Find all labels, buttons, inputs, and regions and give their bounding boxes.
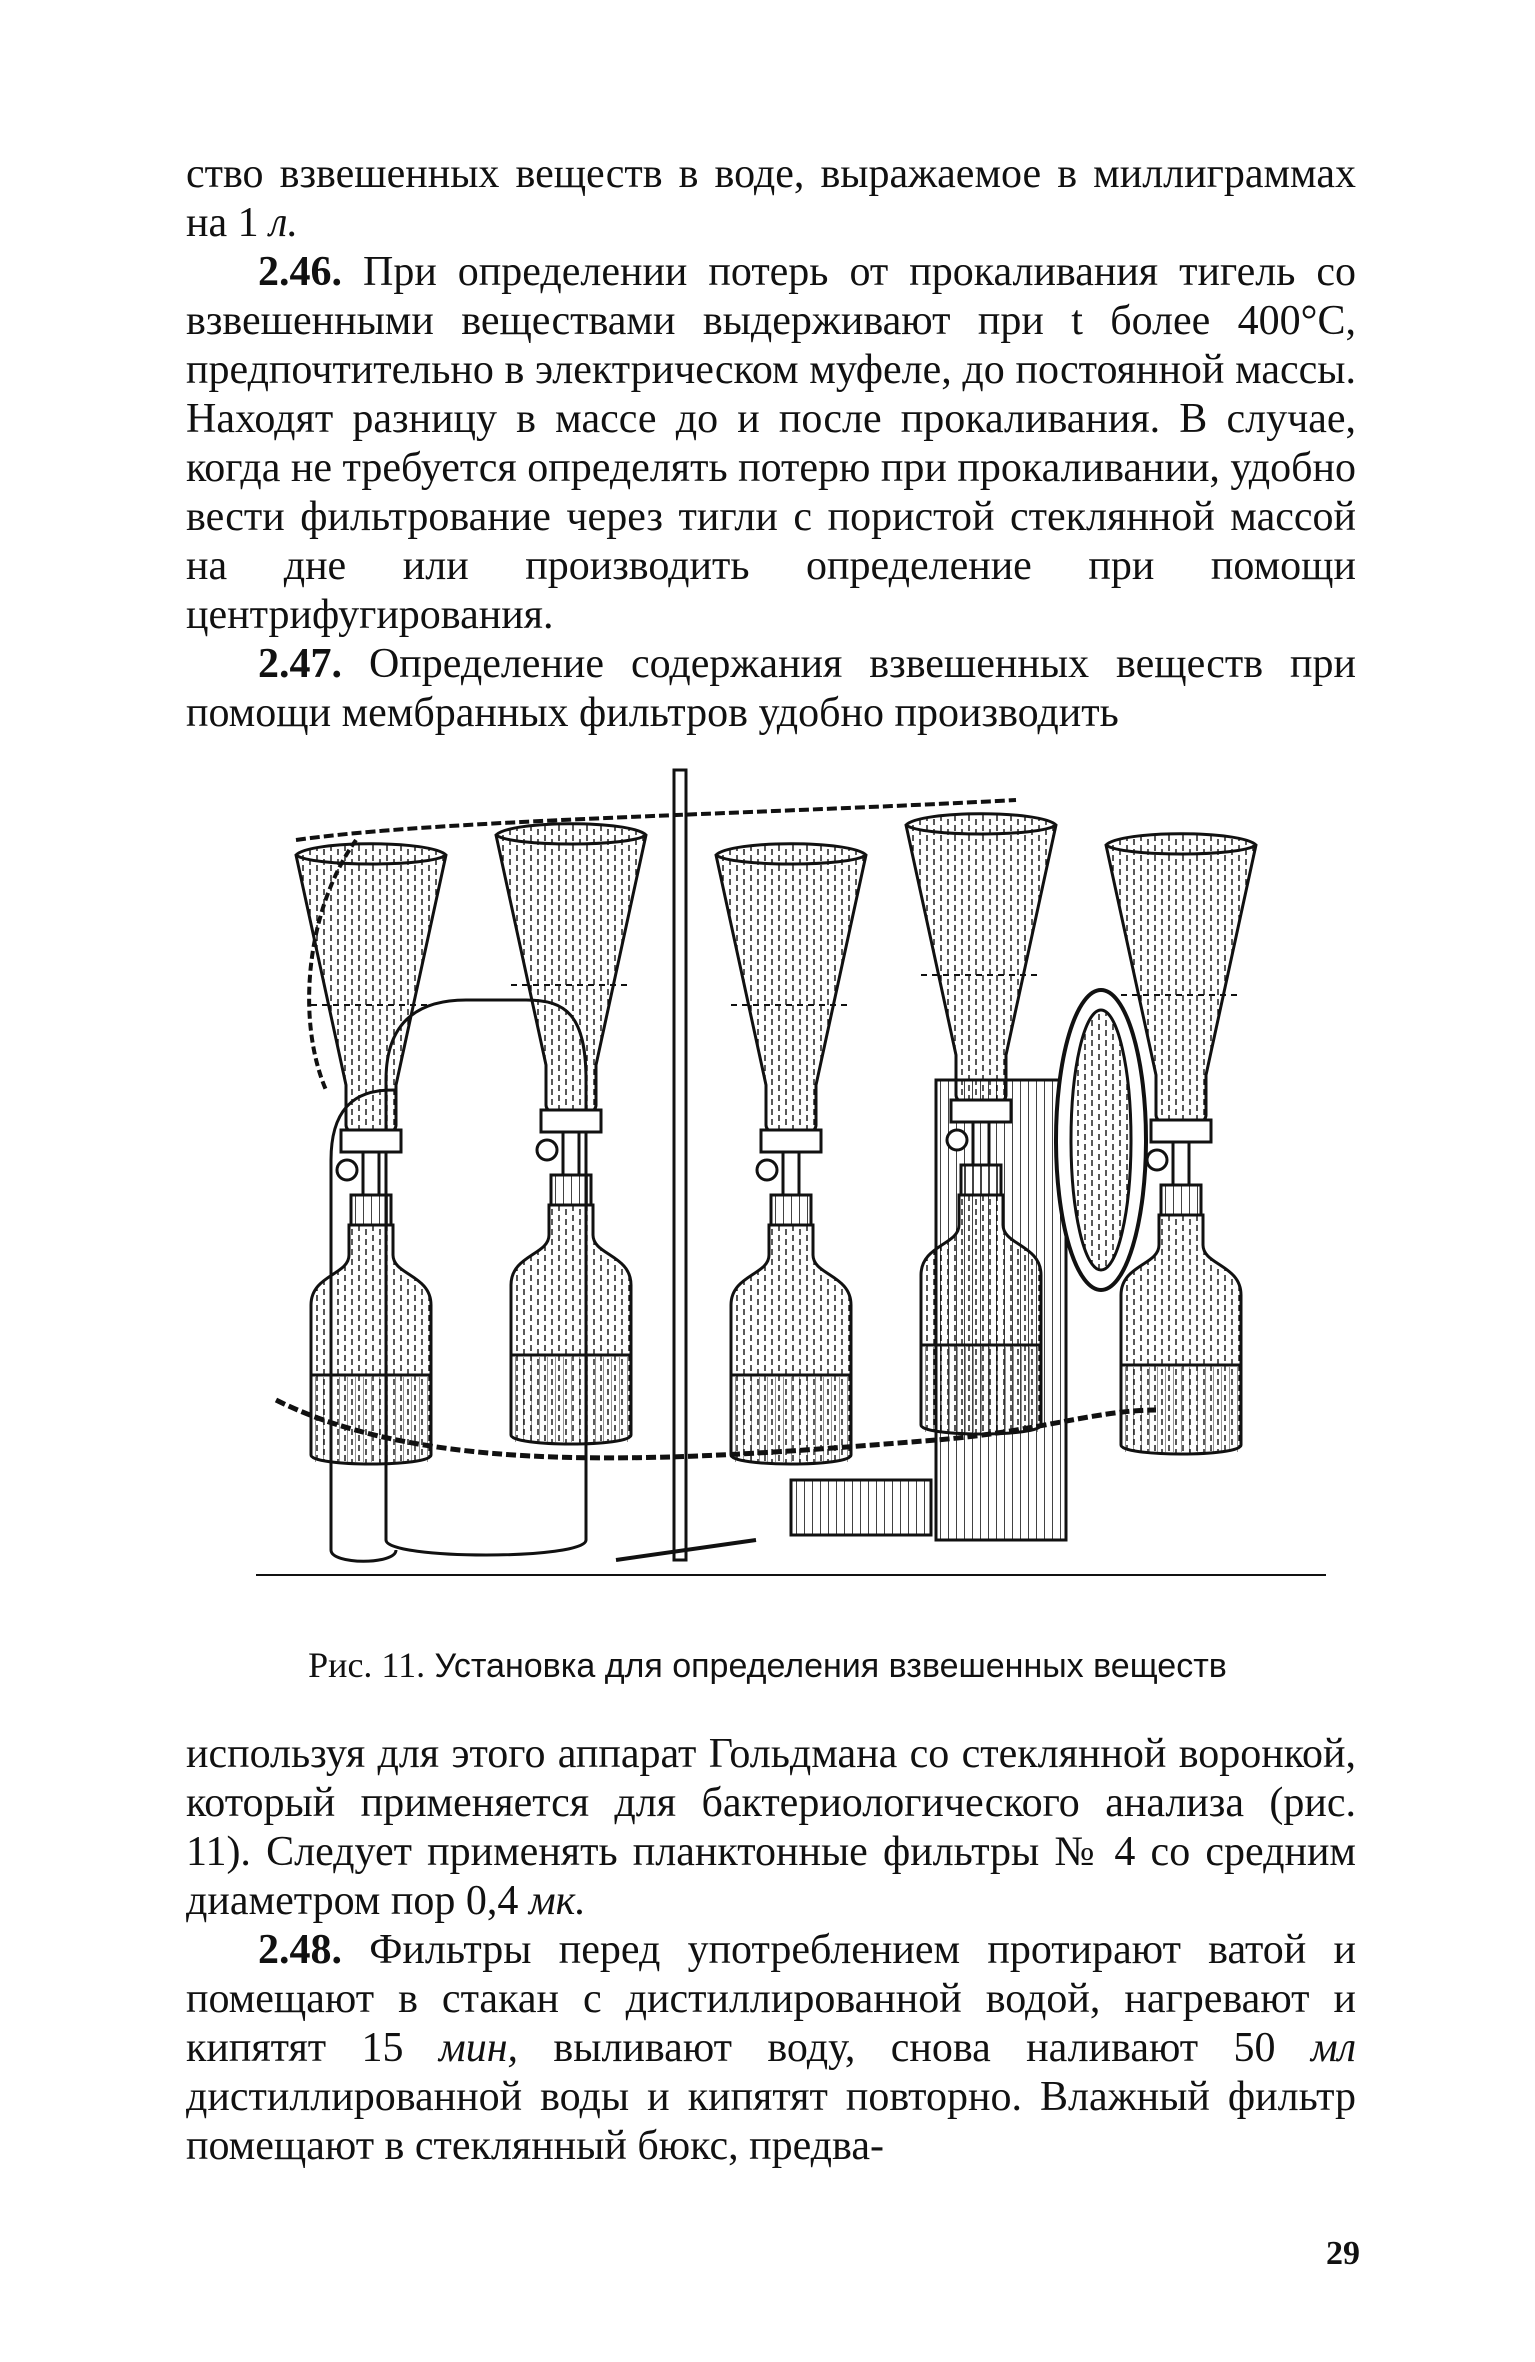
filter-unit — [496, 824, 646, 1444]
text-block-top — [186, 150, 1356, 738]
figure-filtration-apparatus — [236, 760, 1346, 1615]
apparatus-illustration — [236, 760, 1346, 1615]
text-block-bottom — [186, 1730, 1356, 2171]
paragraph-2-48: 2.48. Фильтры перед употреблением протирают ватой и помещают в стакан с дистиллированной водой, нагревают и кипятят 15 мин, выливают воду, снова наливают 50 мл дистиллированной воды и кипятят повторно. Влажный фильтр помещают в стеклянный бюкс, предва- — [186, 1927, 1357, 2169]
section-number: 2.46. — [258, 249, 342, 295]
paragraph-continuation-bottom: используя для этого аппарат Гольдмана со стеклянной воронкой, который применяется для бактериологического анализа (рис. 11). Следует применять планктонные фильтры № 4 со средним диаметром пор 0,4 мк. — [186, 1731, 1356, 1924]
figure-caption — [160, 1645, 1375, 1686]
filter-unit — [716, 844, 866, 1464]
paragraph-2-46: 2.46. При определении потерь от прокаливания тигель со взвешенными веществами выдерживают при t более 400°С, предпочтительно в электрическом муфеле, до постоянной массы. Находят разницу в массе до и после прокаливания. В случае, когда не требуется определять потерю при прокаливании, удобно вести фильтрование через тигли с пористой стеклянной массой на дне или производить определение при помощи центрифугирования. — [186, 249, 1357, 638]
paragraph-continuation: ство взвешенных веществ в воде, выражаемое в миллиграммах на 1 л. — [186, 151, 1356, 246]
stand-rod — [674, 770, 686, 1560]
caption-text: Установка для определения взвешенных веществ — [434, 1647, 1227, 1685]
figure-label: Рис. 11. — [308, 1645, 426, 1685]
page-number: 29 — [1326, 2235, 1360, 2272]
filter-unit — [296, 844, 446, 1464]
section-number: 2.48. — [258, 1927, 342, 1973]
paragraph-2-47: 2.47. Определение содержания взвешенных веществ при помощи мембранных фильтров удобно производить — [186, 641, 1356, 736]
section-number: 2.47. — [258, 641, 342, 687]
